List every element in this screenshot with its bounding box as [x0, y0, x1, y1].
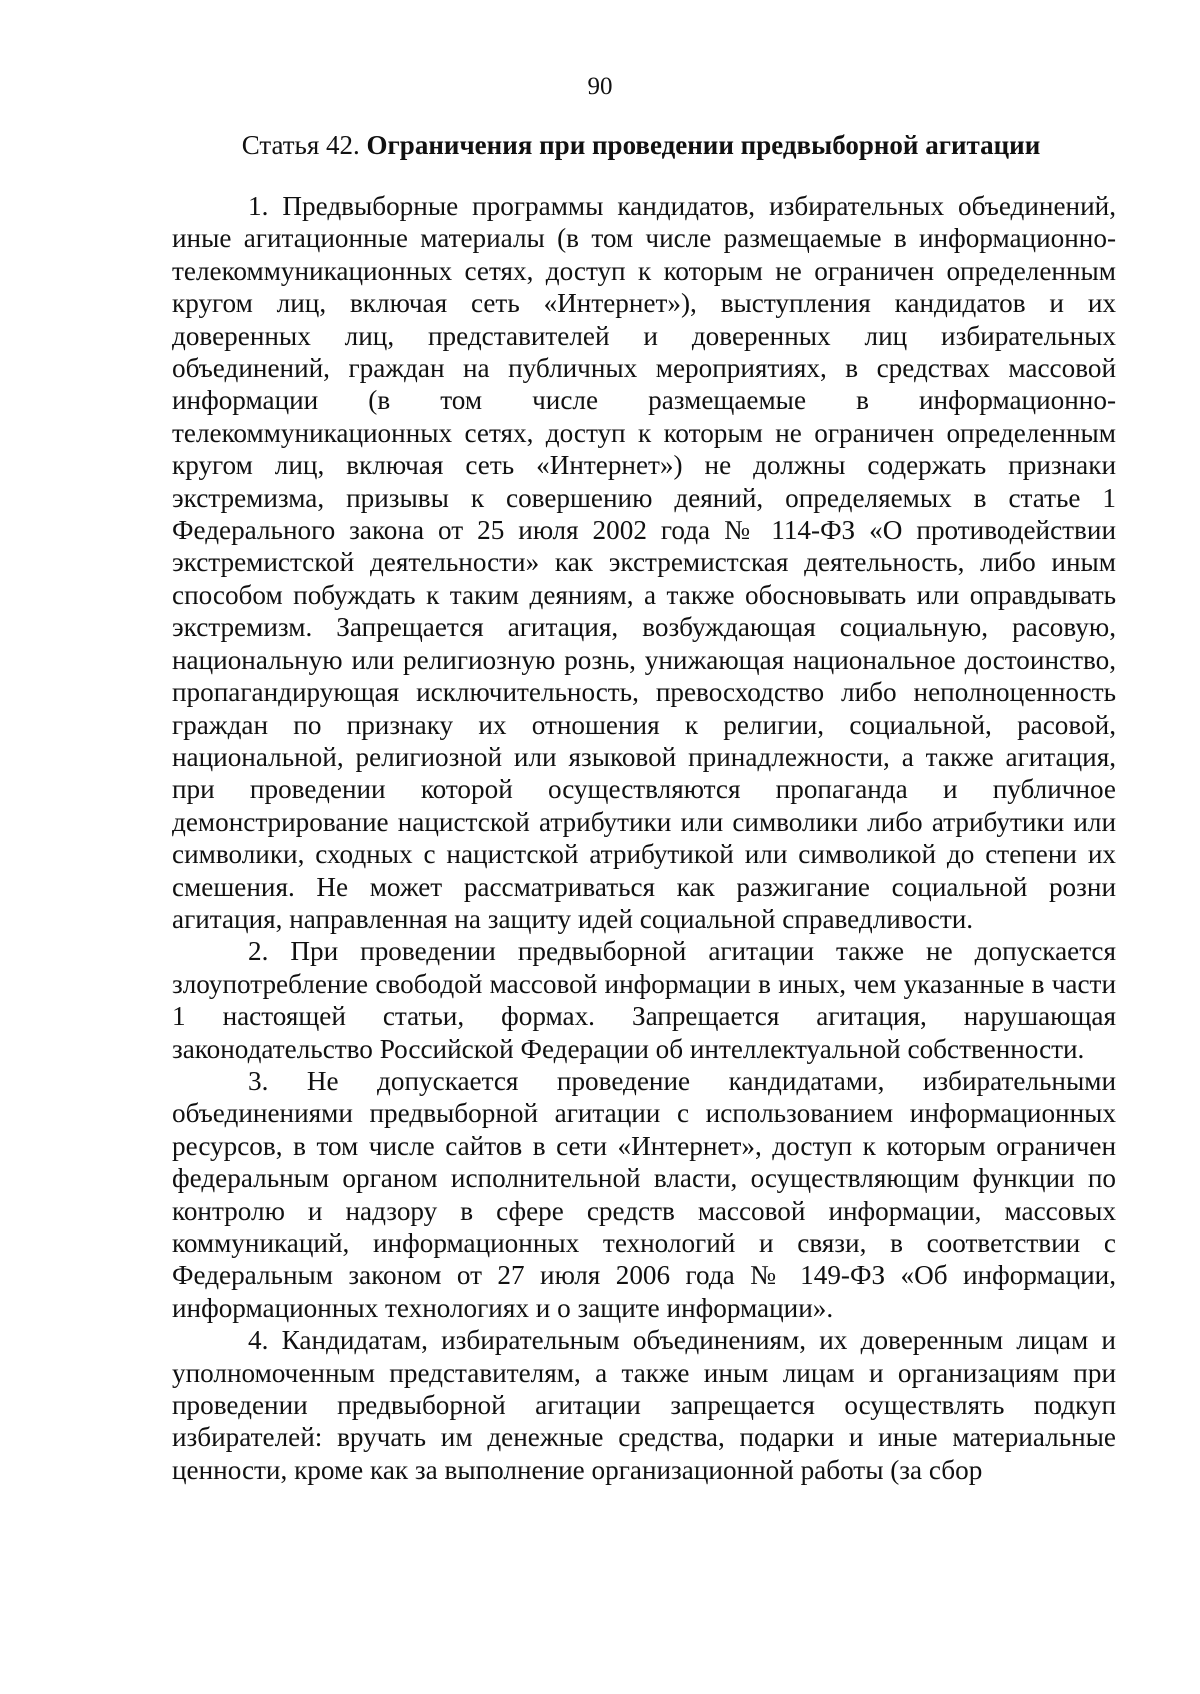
paragraph-1: 1. Предвыборные программы кандидатов, избирательных объединений, иные агитационные материалы (в том числе размещаемые в информационно-телекоммуникационных сетях, доступ к которым не ограничен определенным кругом лиц, включая сеть «Интернет»), выступления кандидатов и их доверенных лиц, представителей и доверенных лиц избирательных объединений, граждан на публичных мероприятиях, в средствах массовой информации (в том числе размещаемые в информационно-телекоммуникационных сетях, доступ к которым не ограничен определенным кругом лиц, включая сеть «Интернет») не должны содержать признаки экстремизма, призывы к совершению деяний, определяемых в статье 1 Федерального закона от 25 июля 2002 года № 114-ФЗ «О противодействии экстремистской деятельности» как экстремистская деятельность, либо иным способом побуждать к таким деяниям, а также обосновывать или оправдывать экстремизм. Запрещается агитация, возбуждающая социальную, расовую, национальную или религиозную рознь, унижающая национальное достоинство, пропагандирующая исключительность, превосходство либо неполноценность граждан по признаку их отношения к религии, социальной, расовой, национальной, религиозной или языковой принадлежности, а также агитация, при проведении которой осуществляются пропаганда и публичное демонстрирование нацистской атрибутики или символики либо атрибутики или символики, сходных с нацистской атрибутикой или символикой до степени их смешения. Не может рассматриваться как разжигание социальной розни агитация, направленная на защиту идей социальной справедливости. [172, 191, 1116, 934]
paragraph-3: 3. Не допускается проведение кандидатами, избирательными объединениями предвыборной агитации с использованием информационных ресурсов, в том числе сайтов в сети «Интернет», доступ к которым ограничен федеральным органом исполнительной власти, осуществляющим функции по контролю и надзору в сфере средств массовой информации, массовых коммуникаций, информационных технологий и связи, в соответствии с Федеральным законом от 27 июля 2006 года № 149-ФЗ «Об информации, информационных технологиях и о защите информации». [172, 1065, 1116, 1323]
article-title: Ограничения при проведении предвыборной агитации [366, 130, 1041, 160]
paragraph-4: 4. Кандидатам, избирательным объединениям, их доверенным лицам и уполномоченным представителям, а также иным лицам и организациям при проведении предвыборной агитации запрещается осуществлять подкуп избирателей: вручать им денежные средства, подарки и иные материальные ценности, кроме как за выполнение организационной работы (за сбор [172, 1325, 1116, 1485]
page-number: 90 [587, 73, 613, 100]
article-body [172, 190, 1116, 1486]
article-label: Статья 42. [241, 130, 360, 160]
article-heading [172, 128, 1110, 162]
paragraph-2: 2. При проведении предвыборной агитации также не допускается злоупотребление свободой массовой информации в иных, чем указанные в части 1 настоящей статьи, формах. Запрещается агитация, нарушающая законодательство Российской Федерации об интеллектуальной собственности. [172, 936, 1116, 1064]
